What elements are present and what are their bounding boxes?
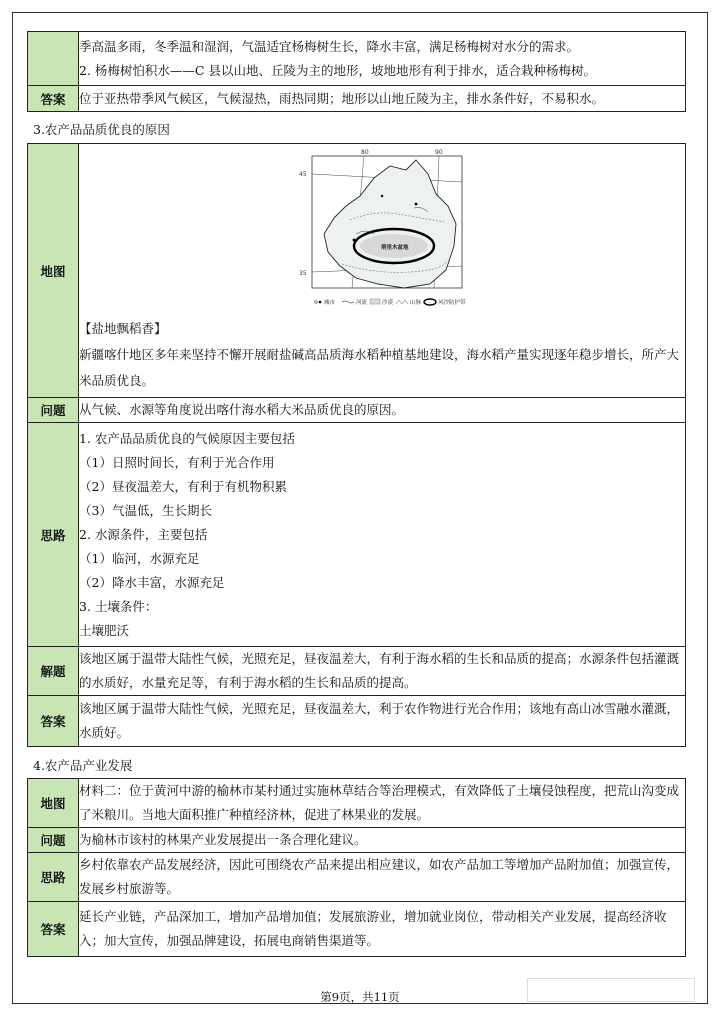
- city-dot: [353, 239, 356, 242]
- city-dot: [381, 195, 383, 197]
- lon-label-80: 80: [361, 149, 369, 156]
- thinking-line: （2）降水丰富，水源充足: [79, 574, 225, 590]
- lat-label-35: 35: [299, 270, 307, 277]
- row-label-answer: 答案: [28, 902, 79, 957]
- text-line: 2. 杨梅树怕积水——C 县以山地、丘陵为主的地形，坡地地形有利于排水，适合栽种杨梅树。: [79, 62, 596, 78]
- row-label-question: 问题: [28, 828, 79, 853]
- material-text: 材料二：位于黄河中游的榆林市某村通过实施林草结合等治理模式，有效降低了土壤侵蚀程度，把荒山沟变成了米粮川。当地大面积推广种植经济林，促进了林果业的发展。: [79, 779, 686, 828]
- lat-label-45: 45: [299, 171, 307, 178]
- solution-text: 该地区属于温带大陆性气候，光照充足，昼夜温差大，有利于海水稻的生长和品质的提高；水源条件包括灌溉的水质好，水量充足等，有利于海水稻的生长和品质的提高。: [79, 647, 686, 696]
- legend-belt-symbol: [424, 299, 436, 305]
- question-text: 为榆林市该村的林果产业发展提出一条合理化建议。: [79, 828, 686, 853]
- legend-city-symbol: [315, 301, 318, 304]
- row-label-answer: 答案: [28, 696, 79, 747]
- city-dot: [415, 203, 418, 206]
- thinking-line: （3）气温低，生长期长: [79, 502, 212, 518]
- thinking-line: 1. 农产品品质优良的气候原因主要包括: [79, 430, 295, 446]
- thinking-line: 土壤肥沃: [79, 622, 130, 638]
- map-cell: [79, 144, 686, 398]
- row-label-solution: 解题: [28, 647, 79, 696]
- legend-river: 河流: [356, 300, 368, 306]
- thinking-line: 2. 水源条件，主要包括: [79, 526, 208, 542]
- section-heading: 3.农产品品质优良的原因: [33, 122, 170, 137]
- material-text: 新疆喀什地区多年来坚持不懈开展耐盐碱高品质海水稻种植基地建设，海水稻产量实现逐年稳步增长，所产大米品质优良。: [79, 347, 680, 388]
- section-heading: 4.农产品产业发展: [33, 758, 133, 773]
- legend-city-symbol: [319, 301, 322, 304]
- answer-text: 该地区属于温带大陆性气候，光照充足，昼夜温差大，利于农作物进行光合作用；该地有高山冰雪融水灌溉，水质好。: [79, 696, 686, 747]
- row-label-thinking: 思路: [28, 423, 79, 647]
- row-label-answer: 答案: [28, 86, 79, 112]
- lon-label-90: 90: [435, 149, 443, 156]
- legend-belt: 风沙防护带: [438, 300, 466, 306]
- text-line: 季高温多雨，冬季温和湿润，气温适宜杨梅树生长，降水丰富，满足杨梅树对水分的需求。: [79, 38, 580, 54]
- table-section-3: [27, 143, 686, 747]
- legend-desert: 沙漠: [382, 300, 394, 306]
- row-label-map: 地图: [28, 779, 79, 828]
- legend-mountain: 山脉: [410, 300, 422, 306]
- thinking-line: 3. 土壤条件：: [79, 598, 158, 614]
- thinking-line: （2）昼夜温差大，有利于有机物积累: [79, 478, 287, 494]
- row-label-thinking: 思路: [28, 853, 79, 902]
- xinjiang-map-figure: [294, 148, 470, 314]
- thinking-content: [79, 423, 686, 647]
- question-text: 从气候、水源等角度说出喀什海水稻大米品质优良的原因。: [79, 398, 686, 423]
- answer-text: 位于亚热带季风气候区，气候湿热，雨热同期；地形以山地丘陵为主，排水条件好，不易积水。: [79, 86, 686, 112]
- row-label-empty: [28, 32, 79, 86]
- table-section-4: [27, 778, 686, 957]
- material-title: 【盐地飘稻香】: [79, 321, 167, 336]
- answer-text: 延长产业链，产品深加工，增加产品增加值；发展旅游业，增加就业岗位，带动相关产业发展，提高经济收入；加大宣传，加强品牌建设，拓展电商销售渠道等。: [79, 902, 686, 957]
- page-number: 第9页，共11页: [320, 990, 400, 1004]
- table-block-yangmei: [27, 31, 686, 112]
- thinking-line: （1）临河，水源充足: [79, 550, 200, 566]
- thinking-line: （1）日照时间长，有利于光合作用: [79, 454, 275, 470]
- thinking-text: 乡村依靠农产品发展经济，因此可围绕农产品来提出相应建议，如农产品加工等增加产品附加值；加强宣传，发展乡村旅游等。: [79, 853, 686, 902]
- map-legend: [315, 298, 466, 306]
- row-label-question: 问题: [28, 398, 79, 423]
- legend-mountain-symbol: [396, 300, 408, 304]
- legend-desert-symbol: [370, 299, 380, 304]
- basin-label: 塔里木盆地: [381, 245, 409, 251]
- legend-river-symbol: [342, 301, 354, 303]
- continued-content: [79, 32, 686, 86]
- legend-city: 城市: [324, 300, 336, 306]
- row-label-map: 地图: [28, 144, 79, 398]
